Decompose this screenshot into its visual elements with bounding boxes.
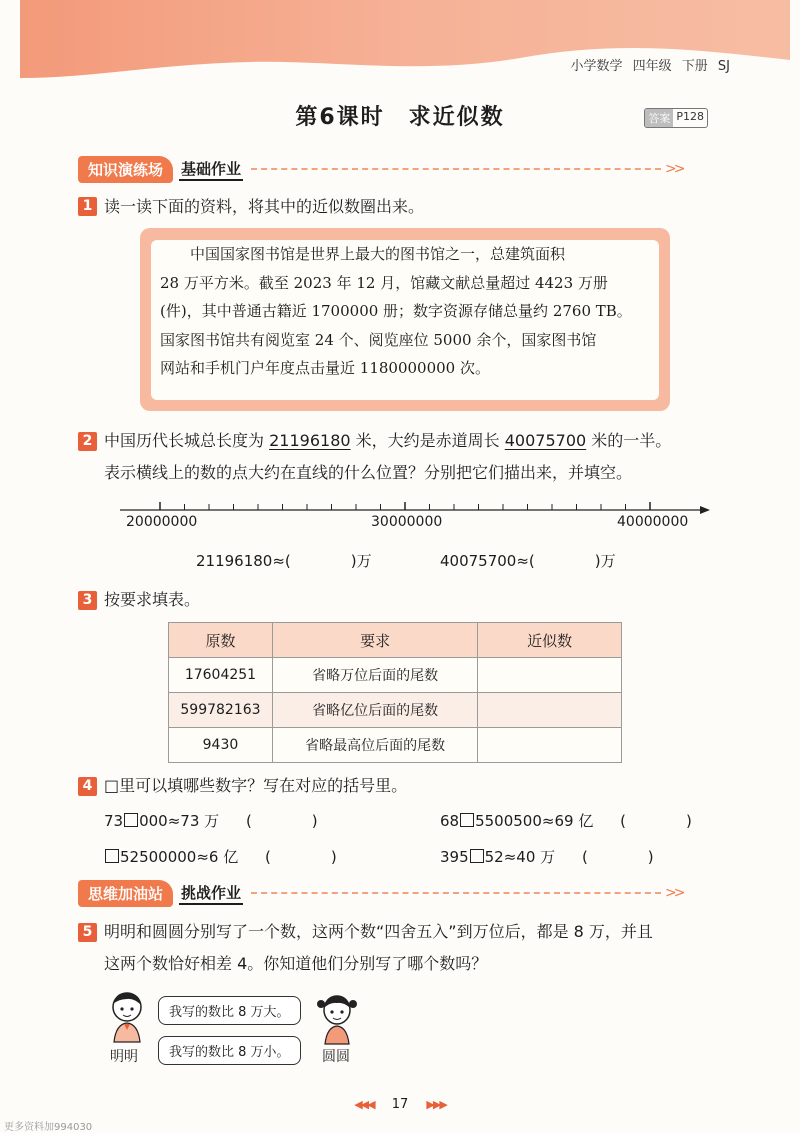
triple-left-arrow-icon: ◀◀◀	[354, 1098, 374, 1111]
q4-pre: 68	[440, 812, 460, 830]
boy-icon	[104, 990, 150, 1044]
watermark: 更多资料加994030	[4, 1122, 93, 1133]
info-text[interactable]	[160, 240, 655, 383]
question-number: 2	[78, 432, 97, 451]
blank-box-icon[interactable]	[124, 813, 138, 827]
col-header: 原数	[169, 623, 273, 658]
q4-text: □里可以填哪些数字？写在对应的括号里。	[104, 776, 408, 795]
q2-line1	[104, 426, 671, 456]
header-info	[570, 55, 730, 74]
blank-box-icon[interactable]	[460, 813, 474, 827]
answer-tag	[644, 108, 708, 128]
info-line[interactable]: 网站和手机门户年度点击量近 1180000000 次。	[160, 359, 490, 377]
fill-blank-2[interactable]: 40075700≈( )万	[440, 552, 616, 570]
question-number: 3	[78, 591, 97, 610]
answer-paren[interactable]: ( )	[245, 812, 318, 830]
double-chevron-icon: >>	[665, 161, 683, 177]
answer-cell[interactable]	[478, 693, 622, 728]
q4-post: 52500000≈6 亿	[120, 848, 239, 866]
divider	[251, 168, 661, 170]
great-wall-length: 21196180	[269, 431, 351, 450]
girl-icon	[314, 992, 360, 1046]
section-label: 思维加油站	[78, 880, 173, 907]
q3-text: 按要求填表。	[104, 590, 201, 609]
requirement: 省略最高位后面的尾数	[272, 728, 477, 763]
col-header: 近似数	[478, 623, 622, 658]
q5-line1: 明明和圆圆分别写了一个数，这两个数“四舍五入”到万位后，都是 8 万，并且	[104, 922, 653, 941]
page-footer	[0, 1097, 800, 1112]
question-number: 4	[78, 777, 97, 796]
info-line[interactable]: 28 万平方米。截至 2023 年 12 月，馆藏文献总量超过 4423 万册	[160, 273, 608, 292]
section-banner-basic	[78, 156, 683, 182]
axis-label-start: 20000000	[126, 514, 198, 530]
axis-label-end: 40000000	[617, 514, 689, 530]
original-number: 17604251	[169, 658, 273, 693]
name-mingming: 明明	[110, 1049, 138, 1065]
col-header: 要求	[272, 623, 477, 658]
q4-pre: 395	[440, 848, 469, 866]
equator-length: 40075700	[504, 431, 587, 450]
table-row	[169, 658, 622, 693]
page-number: 17	[391, 1097, 409, 1112]
axis-label-mid: 30000000	[371, 514, 443, 530]
table-header-row	[169, 623, 622, 658]
subject: 小学数学	[570, 59, 623, 74]
blank-box-icon[interactable]	[105, 849, 119, 863]
question-number: 1	[78, 197, 97, 216]
q2-text-a: 中国历代长城总长度为	[104, 431, 265, 450]
q4-pre: 73	[104, 812, 124, 830]
q4-post: 000≈73 万	[139, 812, 220, 830]
section-label: 知识演练场	[78, 156, 173, 183]
divider	[251, 892, 661, 894]
answer-paren[interactable]: ( )	[620, 812, 692, 830]
answer-label: 答案	[645, 109, 673, 127]
info-line[interactable]: 国家图书馆共有阅览室 24 个、阅览座位 5000 余个，国家图书馆	[160, 330, 597, 349]
q5-line2: 这两个数恰好相差 4。你知道他们分别写了哪个数吗？	[104, 954, 488, 973]
header-wave	[0, 0, 800, 95]
original-number: 9430	[169, 728, 273, 763]
fill-blank-1[interactable]: 21196180≈( )万	[196, 552, 372, 570]
q4-item[interactable]	[440, 810, 692, 831]
speech-bubble-mingming: 我写的数比 8 万大。	[158, 996, 301, 1025]
q4-post: 52≈40 万	[484, 848, 556, 866]
triple-right-arrow-icon: ▶▶▶	[426, 1098, 446, 1111]
q2-text-c: 米的一半。	[591, 431, 672, 450]
requirement: 省略万位后面的尾数	[272, 658, 477, 693]
info-line[interactable]: (件)，其中普通古籍近 1700000 册；数字资源存储总量约 2760 TB。	[160, 302, 632, 320]
section-sub: 基础作业	[179, 158, 243, 181]
lesson-title: 第6课时 求近似数	[295, 105, 505, 130]
q2-line2: 表示横线上的数的点大约在直线的什么位置？分别把它们描出来，并填空。	[104, 463, 633, 482]
answer-paren[interactable]: ( )	[581, 848, 654, 866]
blank-box-icon[interactable]	[470, 849, 484, 863]
answer-page: P128	[676, 110, 704, 123]
grade: 四年级	[632, 59, 672, 74]
requirement: 省略亿位后面的尾数	[272, 693, 477, 728]
q4-item[interactable]	[104, 810, 318, 831]
q4-post: 5500500≈69 亿	[475, 812, 594, 830]
approximation-table	[168, 622, 622, 763]
q1-text: 读一读下面的资料，将其中的近似数圈出来。	[104, 197, 425, 216]
table-row	[169, 728, 622, 763]
double-chevron-icon: >>	[665, 885, 683, 901]
name-yuanyuan: 圆圆	[322, 1049, 350, 1065]
answer-cell[interactable]	[478, 728, 622, 763]
section-sub: 挑战作业	[179, 882, 243, 905]
volume: 下册	[681, 59, 708, 74]
info-line[interactable]: 中国国家图书馆是世界上最大的图书馆之一，总建筑面积	[190, 245, 566, 263]
question-number: 5	[78, 923, 97, 942]
answer-paren[interactable]: ( )	[265, 848, 337, 866]
q2-text-b: 米，大约是赤道周长	[355, 431, 500, 450]
section-banner-challenge	[78, 880, 683, 906]
q4-item[interactable]	[104, 846, 337, 867]
edition: SJ	[717, 59, 730, 74]
answer-cell[interactable]	[478, 658, 622, 693]
q4-item[interactable]	[440, 846, 654, 867]
original-number: 599782163	[169, 693, 273, 728]
speech-bubble-yuanyuan: 我写的数比 8 万小。	[158, 1036, 301, 1065]
table-row	[169, 693, 622, 728]
